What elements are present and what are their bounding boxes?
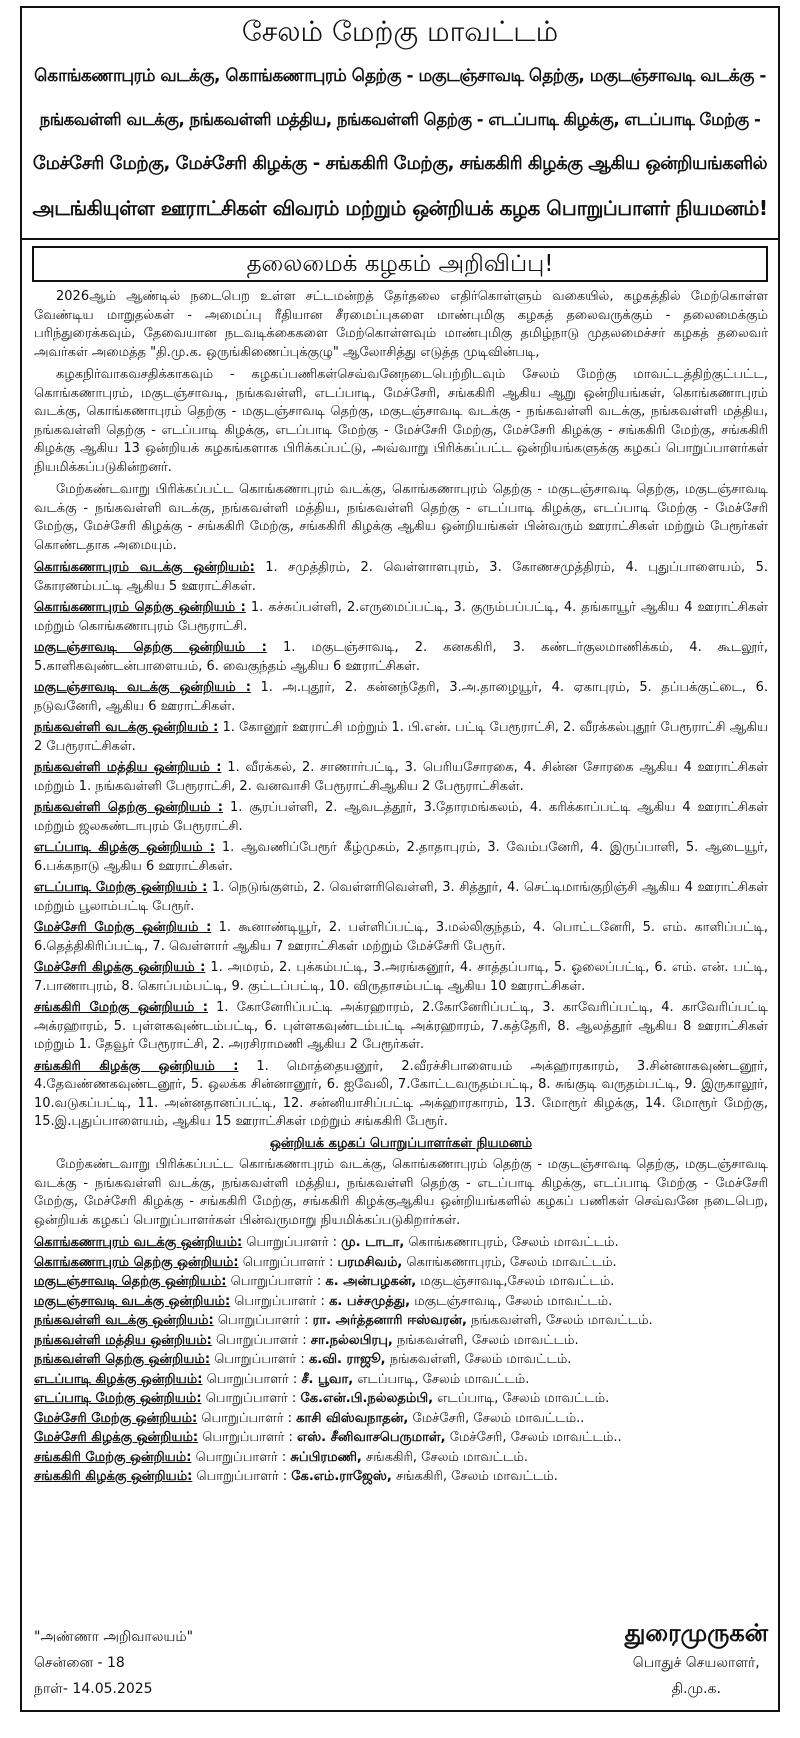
paragraph: 2026ஆம் ஆண்டில் நடைபெற உள்ள சட்டமன்றத் தேர்தலை எதிர்கொள்ளும் வகையில், கழகத்தில் மேற்கொள்ள வேண்டிய மாறுதல்கள் - அமைப்பு ரீதியான சீரமைப்புகளை மாண்புமிகு கழகத் தலைவருக்கும் - தலைமைக்கும் பரிந்துரைக்கவும், தேவையான நடவடிக்கைகளை மேற்கொள்ளவும் மாண்புமிகு தமிழ்நாடு முதலமைச்சர் கழகத் தலைவர் அவர்கள் அமைத்த "தி.மு.க. ஒருங்கிணைப்புக்குழு" ஆலோசித்து எடுத்த முடிவின்படி, (34, 289, 768, 360)
union-entry (34, 839, 768, 876)
appointment-union: எடப்பாடி கிழக்கு ஒன்றியம்: (34, 1371, 203, 1387)
appointment-row (34, 1429, 768, 1448)
appointee-name: மு. டாடா, (341, 1235, 405, 1250)
union-name: சங்ககிரி மேற்கு ஒன்றியம் : (34, 1000, 209, 1015)
appointment-role: பொறுப்பாளர் : (202, 1430, 293, 1445)
appointment-role: பொறுப்பாளர் : (242, 1254, 334, 1270)
appointee-name: கே.எம்.ராஜேஸ், (291, 1469, 392, 1484)
appointment-row (34, 1410, 768, 1429)
notice-title: தலைமைக் கழகம் அறிவிப்பு! (32, 246, 768, 282)
appointment-heading: ஒன்றியக் கழகப் பொறுப்பாளர்கள் நியமனம் (269, 1135, 533, 1151)
signatory-name: துரைமுருகன் (624, 1619, 768, 1647)
appointee-place: மேச்சேரி, சேலம் மாவட்டம்.. (412, 1410, 585, 1426)
appointee-name: பரமசிவம், (337, 1254, 403, 1270)
appointment-row (34, 1390, 768, 1409)
appointment-union: எடப்பாடி மேற்கு ஒன்றியம்: (34, 1391, 202, 1406)
union-name: சங்ககிரி கிழக்கு ஒன்றியம் : (34, 1058, 239, 1074)
announcement-header (22, 8, 778, 240)
appointee-place: மகுடஞ்சாவடி,சேலம் மாவட்டம். (420, 1274, 615, 1289)
appointment-role: பொறுப்பாளர் : (234, 1293, 325, 1309)
footer-left (34, 1624, 193, 1702)
appointee-place: சங்ககிரி, சேலம் மாவட்டம். (366, 1449, 528, 1465)
union-name: மகுடஞ்சாவடி தெற்கு ஒன்றியம் : (34, 640, 267, 655)
union-villages: 1. மொத்தையனூர், 2.வீரச்சிபாளையம் அக்ஹாரகாரம், 3.சின்னாகவுண்டனூர், 4.தேவண்ணகவுண்டனூர், 5. ஒலக்க சின்னானூர், 6. ஐவேலி, 7.கோட்டவருதம்பட்டி, 8. சுங்குடி வருதம்பட்டி, 9. இருகாலூர், 10.வடுகப்பட்டி, 11. அன்னதானப்பட்டி, 12. சன்னியாசிப்பட்டி அக்ஹாரகாரம், 13. மோரூர் கிழக்கு, 14. மோரூர் மேற்கு, 15.இ.புதுப்பாளையம், ஆகிய 15 ஊராட்சிகள் மற்றும் சங்ககிரி பேரூர். (34, 1058, 769, 1129)
appointment-union: மேச்சேரி மேற்கு ஒன்றியம்: (34, 1410, 198, 1426)
appointee-place: கொங்கணாபுரம், சேலம் மாவட்டம். (406, 1254, 617, 1270)
appointee-name: சீ. பூவா, (301, 1371, 354, 1387)
appointment-union: நங்கவள்ளி தெற்கு ஒன்றியம்: (34, 1352, 211, 1367)
appointment-row (34, 1254, 768, 1273)
union-villages: 1. கோனேரிப்பட்டி அக்ரஹாரம், 2.கோனேரிப்பட்டி, 3. காவேரிப்பட்டி, 4. காவேரிப்பட்டி அக்ரஹாரம், 5. புள்ளகவுண்டம்பட்டி, 6. புள்ளகவுண்டம்பட்டி அக்ரஹாரம், 7.கத்தேரி, 8. ஆலத்தூர் ஆகிய 8 ஊராட்சிகள் மற்றும் 1. தேவூர் பேரூராட்சி, 2. அரசிராமணி ஆகிய 2 பேரூர்கள். (34, 1000, 768, 1052)
appointment-row (34, 1371, 768, 1390)
union-villages: 1. கச்சுப்பள்ளி, 2.எருமைப்பட்டி, 3. குரும்பப்பட்டி, 4. தங்காயூர் ஆகிய 4 ஊராட்சிகள் மற்றும் கொங்கணாபுரம் பேரூராட்சி. (34, 600, 768, 634)
union-entry (34, 919, 768, 956)
appointment-row (34, 1312, 768, 1331)
appointment-union: நங்கவள்ளி வடக்கு ஒன்றியம்: (34, 1313, 214, 1328)
appointment-role: பொறுப்பாளர் : (214, 1352, 305, 1367)
paragraph: மேற்கண்டவாறு பிரிக்கப்பட்ட கொங்கணாபுரம் வடக்கு, கொங்கணாபுரம் தெற்கு - மகுடஞ்சாவடி தெற்கு, மகுடஞ்சாவடி வடக்கு - நங்கவள்ளி வடக்கு, நங்கவள்ளி மத்திய, நங்கவள்ளி தெற்கு - எடப்பாடி கிழக்கு, எடப்பாடி மேற்கு - மேச்சேரி மேற்கு, மேச்சேரி கிழக்கு - சங்ககிரி மேற்கு, சங்ககிரி கிழக்கு ஆகிய ஒன்றியங்கள் பின்வரும் ஊராட்சிகள் மற்றும் பேரூர்கள் கொண்டதாக அமையும். (34, 482, 768, 553)
union-villages: 1. கோனூர் ஊராட்சி மற்றும் 1. பி.என். பட்டி பேரூராட்சி, 2. வீரக்கல்புதூர் பேரூராட்சி ஆகிய 2 பேரூராட்சிகள். (34, 720, 769, 754)
union-name: எடப்பாடி கிழக்கு ஒன்றியம் : (34, 840, 216, 855)
appointee-place: நங்கவள்ளி, சேலம் மாவட்டம். (389, 1352, 572, 1367)
union-name: கொங்கணாபுரம் தெற்கு ஒன்றியம் : (34, 600, 246, 615)
appointment-role: பொறுப்பாளர் : (230, 1274, 322, 1289)
appointee-place: எடப்பாடி, சேலம் மாவட்டம். (437, 1391, 610, 1406)
headline-line-4: அடங்கியுள்ள ஊராட்சிகள் விவரம் மற்றும் ஒன்றியக் கழக பொறுப்பாளர் நியமனம்! (32, 196, 768, 220)
union-entry (34, 999, 768, 1055)
appointment-row (34, 1332, 768, 1351)
union-villages: 1. வீரக்கல், 2. சாணார்பட்டி, 3. பெரியசோரகை, 4. சின்ன சோரகை ஆகிய 4 ஊராட்சிகள் மற்றும் 1. நங்கவள்ளி பேரூராட்சி, 2. வனவாசி பேரூராட்சிஆகிய 2 பேரூராட்சிகள். (34, 760, 768, 794)
headline-line-1: கொங்கணாபுரம் வடக்கு, கொங்கணாபுரம் தெற்கு - மகுடஞ்சாவடி தெற்கு, மகுடஞ்சாவடி வடக்கு - (34, 66, 766, 86)
headline-line-2: நங்கவள்ளி வடக்கு, நங்கவள்ளி மத்திய, நங்கவள்ளி தெற்கு - எடப்பாடி கிழக்கு, எடப்பாடி மேற்கு - (39, 110, 761, 129)
appointee-place: சங்ககிரி, சேலம் மாவட்டம். (395, 1469, 558, 1484)
appointment-role: பொறுப்பாளர் : (206, 1371, 298, 1387)
appointee-name: எஸ். சீனிவாசபெருமாள், (297, 1430, 446, 1445)
appointment-role: பொறுப்பாளர் : (217, 1313, 309, 1328)
appointment-row (34, 1351, 768, 1370)
appointee-place: நங்கவள்ளி, சேலம் மாவட்டம். (396, 1332, 579, 1348)
office-name: "அண்ணா அறிவாலயம்" (34, 1629, 194, 1645)
appointee-name: க. பச்சமுத்து, (329, 1293, 411, 1309)
union-entry (34, 559, 768, 596)
union-entry (34, 679, 768, 716)
appointment-union: கொங்கணாபுரம் வடக்கு ஒன்றியம்: (34, 1235, 243, 1250)
appointment-role: பொறுப்பாளர் : (246, 1235, 338, 1250)
union-name: எடப்பாடி மேற்கு ஒன்றியம் : (34, 880, 208, 895)
appointee-place: மேச்சேரி, சேலம் மாவட்டம்.. (449, 1430, 622, 1445)
headline-line-3: மேச்சேரி மேற்கு, மேச்சேரி கிழக்கு - சங்ககிரி மேற்கு, சங்ககிரி கிழக்கு ஆகிய ஒன்றியங்களில் (32, 153, 768, 174)
appointment-union: சங்ககிரி கிழக்கு ஒன்றியம்: (34, 1469, 193, 1484)
union-name: நங்கவள்ளி வடக்கு ஒன்றியம் : (34, 720, 219, 735)
appointee-place: மகுடஞ்சாவடி, சேலம் மாவட்டம். (414, 1293, 613, 1309)
appointment-role: பொறுப்பாளர் : (205, 1391, 297, 1406)
party-name: தி.மு.க. (671, 1681, 721, 1697)
footer (34, 1572, 768, 1702)
union-entry (34, 719, 768, 756)
union-name: நங்கவள்ளி மத்திய ஒன்றியம் : (34, 760, 222, 775)
union-name: மேச்சேரி மேற்கு ஒன்றியம் : (34, 920, 212, 935)
appointment-row (34, 1234, 768, 1253)
union-villages: 1. ஆவணிப்பேரூர் கீழ்முகம், 2.தாதாபுரம், 3. வேம்பனேரி, 4. இருப்பாளி, 5. ஆடையூர், 6.பக்கநாடு ஆகிய 6 ஊராட்சிகள். (34, 840, 768, 874)
union-entry (34, 639, 768, 676)
signatory-designation: பொதுச் செயலாளர், (632, 1655, 760, 1671)
union-villages: 1. சமுத்திரம், 2. வெள்ளாளபுரம், 3. கோணசமுத்திரம், 4. புதுப்பாளையம், 5. கோரணம்பட்டி ஆகிய 5 ஊராட்சிகள். (34, 560, 768, 594)
appointment-union: நங்கவள்ளி மத்திய ஒன்றியம்: (34, 1332, 212, 1348)
paragraph: கழகநிர்வாகவசதிக்காகவும் - கழகப்பணிகள்செவ்வனேநடைபெற்றிடவும் சேலம் மேற்கு மாவட்டத்திற்குட்பட்ட, கொங்கணாபுரம், மகுடஞ்சாவடி, நங்கவள்ளி, எடப்பாடி, மேச்சேரி, சங்ககிரி ஆகிய ஆறு ஒன்றியங்கள், கொங்கணாபுரம் வடக்கு, கொங்கணாபுரம் தெற்கு - மகுடஞ்சாவடி தெற்கு, மகுடஞ்சாவடி வடக்கு - நங்கவள்ளி வடக்கு, நங்கவள்ளி மத்திய, நங்கவள்ளி தெற்கு - எடப்பாடி கிழக்கு, எடப்பாடி மேற்கு - மேச்சேரி மேற்கு, மேச்சேரி கிழக்கு - சங்ககிரி மேற்கு, சங்ககிரி கிழக்கு ஆகிய 13 ஒன்றியக் கழகங்களாக பிரிக்கப்பட்டு, அவ்வாறு பிரிக்கப்பட்ட ஒன்றியங்களுக்கு கழகப் பொறுப்பாளர்கள் நியமிக்கப்படுகின்றனர். (34, 367, 768, 475)
appointment-role: பொறுப்பாளர் : (216, 1332, 307, 1348)
appointment-row (34, 1449, 768, 1468)
union-entry (34, 759, 768, 796)
appointment-row (34, 1468, 768, 1487)
appointee-name: ரா. அர்த்தனாரி ஈஸ்வரன், (312, 1313, 467, 1328)
appointee-name: சுப்பிரமணி, (290, 1449, 362, 1465)
union-entry (34, 599, 768, 636)
union-name: கொங்கணாபுரம் வடக்கு ஒன்றியம்: (34, 560, 255, 575)
appointment-intro: மேற்கண்டவாறு பிரிக்கப்பட்ட கொங்கணாபுரம் வடக்கு, கொங்கணாபுரம் தெற்கு - மகுடஞ்சாவடி தெற்கு, மகுடஞ்சாவடி வடக்கு - நங்கவள்ளி வடக்கு, நங்கவள்ளி மத்திய, நங்கவள்ளி தெற்கு - எடப்பாடி கிழக்கு, எடப்பாடி மேற்கு - மேச்சேரி மேற்கு, மேச்சேரி கிழக்கு - சங்ககிரி மேற்கு, சங்ககிரி கிழக்குஆகிய ஒன்றியங்களில் கழகப் பணிகள் செவ்வனே நடைபெற, ஒன்றியக் கழகப் பொறுப்பாளர்கள் பின்வருமாறு நியமிக்கப்படுகிறார்கள். (34, 1157, 768, 1228)
union-name: நங்கவள்ளி தெற்கு ஒன்றியம் : (34, 800, 224, 815)
appointment-role: பொறுப்பாளர் : (195, 1449, 287, 1465)
union-villages: 1. அ.புதூர், 2. கன்னந்தேரி, 3.அ.தாழையூர், 4. ஏகாபுரம், 5. தப்பக்குட்டை, 6. நடுவனேரி, ஆகிய 6 ஊராட்சிகள். (34, 680, 768, 714)
footer-right (625, 1616, 768, 1702)
appointment-role: பொறுப்பாளர் : (201, 1410, 293, 1426)
appointee-place: எடப்பாடி, சேலம் மாவட்டம். (357, 1371, 530, 1387)
union-villages: 1. சூரப்பள்ளி, 2. ஆவடத்தூர், 3.தோரமங்கலம், 4. கரிக்காப்பட்டி ஆகிய 4 ஊராட்சிகள் மற்றும் ஜலகண்டாபுரம் பேரூராட்சி. (34, 800, 768, 834)
appointee-place: கொங்கணாபுரம், சேலம் மாவட்டம். (408, 1235, 619, 1250)
appointee-place: நங்கவள்ளி, சேலம் மாவட்டம். (471, 1313, 653, 1328)
union-villages: 1. அமரம், 2. புக்கம்பட்டி, 3.அரங்கனூர், 4. சாத்தப்பாடி, 5. ஓலைப்பட்டி, 6. எம். என். பட்டி, 7.பாணாபுரம், 8. கொப்பம்பட்டி, 9. குட்டப்பட்டி, 10. விருதாசம்பட்டி ஆகிய 10 ஊராட்சிகள். (34, 960, 769, 994)
office-city: சென்னை - 18 (34, 1655, 125, 1671)
union-entry (34, 879, 768, 916)
appointment-role: பொறுப்பாளர் : (196, 1469, 288, 1484)
appointment-row (34, 1293, 768, 1312)
appointment-row (34, 1273, 768, 1292)
appointee-name: சா.நல்லபிரபு, (310, 1332, 393, 1348)
appointee-name: காசி விஸ்வநாதன், (296, 1410, 409, 1426)
appointee-name: க.வி. ராஜூ, (308, 1352, 386, 1367)
announcement-page (20, 6, 780, 1712)
appointment-union: மேச்சேரி கிழக்கு ஒன்றியம்: (34, 1430, 199, 1445)
union-entry (34, 959, 768, 996)
district-title: சேலம் மேற்கு மாவட்டம் (241, 15, 559, 48)
appointment-union: கொங்கணாபுரம் தெற்கு ஒன்றியம்: (34, 1254, 239, 1270)
union-villages: 1. மகுடஞ்சாவடி, 2. கனககிரி, 3. கண்டர்குலமாணிக்கம், 4. கூடலூர், 5.காளிகவுண்டன்பாளையம், 6. வைகுந்தம் ஆகிய 6 ஊராட்சிகள். (34, 640, 768, 674)
appointment-union: சங்ககிரி மேற்கு ஒன்றியம்: (34, 1449, 192, 1465)
union-name: மகுடஞ்சாவடி வடக்கு ஒன்றியம் : (34, 680, 251, 695)
union-entry (34, 1058, 768, 1132)
appointee-name: கே.என்.பி.நல்லதம்பி, (300, 1391, 434, 1406)
union-name: மேச்சேரி கிழக்கு ஒன்றியம் : (34, 960, 206, 975)
notice-date: நாள்- 14.05.2025 (34, 1681, 153, 1697)
appointment-union: மகுடஞ்சாவடி தெற்கு ஒன்றியம்: (34, 1274, 227, 1289)
announcement-body (22, 288, 778, 1487)
appointment-list (34, 1234, 768, 1487)
union-entry (34, 799, 768, 836)
appointee-name: க. அன்பழகன், (325, 1274, 417, 1289)
union-list (34, 559, 768, 1132)
appointment-union: மகுடஞ்சாவடி வடக்கு ஒன்றியம்: (34, 1293, 231, 1309)
union-villages: 1. கூனாண்டியூர், 2. பள்ளிப்பட்டி, 3.மல்லிகுந்தம், 4. பொட்டனேரி, 5. எம். காளிப்பட்டி, 6.தெத்திகிரிப்பட்டி, 7. வெள்ளார் ஆகிய 7 ஊராட்சிகள் மற்றும் மேச்சேரி பேரூர். (34, 920, 768, 954)
union-villages: 1. நெடுங்குளம், 2. வெள்ளரிவெள்ளி, 3. சித்தூர், 4. செட்டிமாங்குறிஞ்சி ஆகிய 4 ஊராட்சிகள் மற்றும் பூலாம்பட்டி பேரூர். (34, 880, 768, 914)
